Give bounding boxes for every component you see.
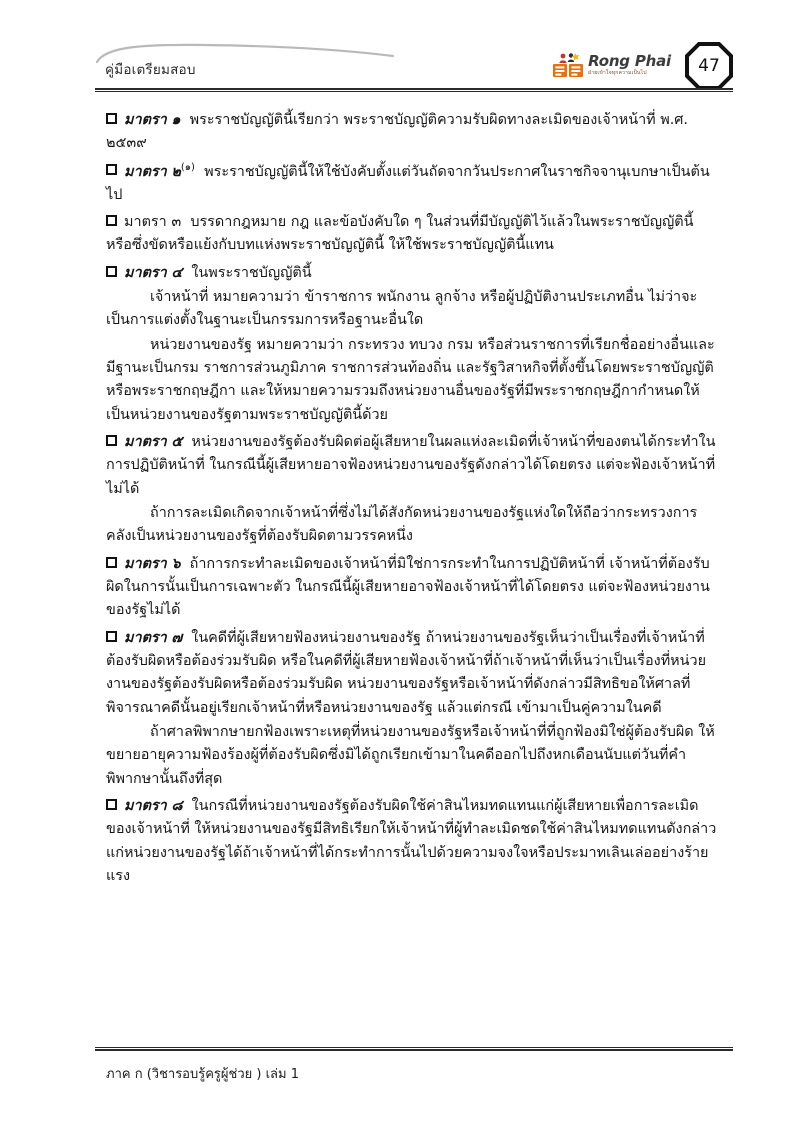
body-paragraph bbox=[106, 502, 720, 549]
body-paragraph bbox=[106, 721, 720, 791]
section-label: มาตรา bbox=[124, 434, 167, 451]
page-title: คู่มือเตรียมสอบ bbox=[105, 62, 196, 78]
footnote-reference[interactable]: (๑) bbox=[180, 161, 195, 173]
page-header bbox=[95, 40, 733, 92]
section-paragraph bbox=[106, 431, 720, 501]
page-number-badge bbox=[685, 42, 733, 90]
section-number: ๓ bbox=[171, 214, 182, 231]
paragraph-text: ถ้าศาลพิพากษายกฟ้องเพราะเหตุที่หน่วยงานของรัฐหรือเจ้าหน้าที่ที่ถูกฟ้องมิใช่ผู้ต้องรับผิด ให้ขยายอายุความฟ้องร้องผู้ที่ต้องรับผิดซึ่งมิได้ถูกเรียกเข้ามาในคดีออกไปถึงหกเดือนนับแต่วันที่คำพิพากษานั้นถึงที่สุด bbox=[106, 724, 715, 787]
section-number: ๒ bbox=[171, 163, 181, 180]
section-label: มาตรา bbox=[124, 112, 167, 128]
section-number: ๔ bbox=[171, 264, 183, 281]
page-number-value: 47 bbox=[698, 56, 720, 76]
paragraph-text: พระราชบัญญัตินี้เรียกว่า พระราชบัญญัติความรับผิดทางละเมิดของเจ้าหน้าที่ พ.ศ. ๒๕๓๙ bbox=[106, 112, 689, 152]
checkbox-icon[interactable] bbox=[106, 799, 117, 810]
section-paragraph bbox=[106, 160, 720, 207]
body-paragraph bbox=[106, 334, 720, 427]
section-label: มาตรา bbox=[124, 555, 167, 572]
footer-divider bbox=[95, 1047, 733, 1050]
section-label: มาตรา bbox=[124, 629, 167, 646]
open-book-icon bbox=[551, 50, 585, 80]
paragraph-text: พระราชบัญญัตินี้ให้ใช้บังคับตั้งแต่วันถัดจากวันประกาศในราชกิจจานุเบกษาเป็นต้นไป bbox=[106, 163, 710, 203]
brand-text-block bbox=[588, 51, 671, 76]
section-paragraph bbox=[106, 553, 720, 623]
brand-tagline: ฝ่ายเข้าใจทุกความเป็นไป bbox=[588, 69, 647, 76]
section-paragraph bbox=[106, 627, 720, 720]
document-body bbox=[106, 105, 720, 889]
checkbox-icon[interactable] bbox=[106, 631, 117, 642]
section-label: มาตรา bbox=[124, 264, 167, 281]
checkbox-icon[interactable] bbox=[106, 557, 117, 568]
section-number: ๕ bbox=[171, 434, 183, 451]
paragraph-text: หน่วยงานของรัฐ หมายความว่า กระทรวง ทบวง กรม หรือส่วนราชการที่เรียกชื่ออย่างอื่นและมีฐานะเป็นกรม ราชการส่วนภูมิภาค ราชการส่วนท้องถิ่น และรัฐวิสาหกิจที่ตั้งขึ้นโดยพระราชบัญญัติหรือพระราชกฤษฎีกา และให้หมายความรวมถึงหน่วยงานอื่นของรัฐที่มีพระราชกฤษฎีกากำหนดให้เป็นหน่วยงานของรัฐตามพระราชบัญญัตินี้ด้วย bbox=[106, 336, 715, 423]
paragraph-text: หน่วยงานของรัฐต้องรับผิดต่อผู้เสียหายในผลแห่งละเมิดที่เจ้าหน้าที่ของตนได้กระทำในการปฏิบัติหน้าที่ ในกรณีนี้ผู้เสียหายอาจฟ้องหน่วยงานของรัฐดังกล่าวได้โดยตรง แต่จะฟ้องเจ้าหน้าที่ไม่ได้ bbox=[106, 434, 716, 497]
section-paragraph bbox=[106, 795, 720, 888]
section-number: ๘ bbox=[171, 797, 183, 814]
section-paragraph bbox=[106, 211, 720, 258]
checkbox-icon[interactable] bbox=[106, 266, 117, 277]
section-label: มาตรา bbox=[124, 797, 167, 814]
paragraph-text: ในคดีที่ผู้เสียหายฟ้องหน่วยงานของรัฐ ถ้าหน่วยงานของรัฐเห็นว่าเป็นเรื่องที่เจ้าหน้าที่ต้องรับผิดหรือต้องร่วมรับผิด หรือในคดีที่ผู้เสียหายฟ้องเจ้าหน้าที่ถ้าเจ้าหน้าที่เห็นว่าเป็นเรื่องที่หน่วยงานของรัฐต้องรับผิดหรือต้องร่วมรับผิด หน่วยงานของรัฐหรือเจ้าหน้าที่ดังกล่าวมีสิทธิขอให้ศาลที่พิจารณาคดีนั้นอยู่เรียกเจ้าหน้าที่หรือหน่วยงานของรัฐ แล้วแต่กรณี เข้ามาเป็นคู่ความในคดี bbox=[106, 629, 707, 716]
checkbox-icon[interactable] bbox=[106, 215, 117, 226]
paragraph-text: ในกรณีที่หน่วยงานของรัฐต้องรับผิดใช้ค่าสินไหมทดแทนแก่ผู้เสียหายเพื่อการละเมิดของเจ้าหน้าที่ ให้หน่วยงานของรัฐมีสิทธิเรียกให้เจ้าหน้าที่ผู้ทำละเมิดชดใช้ค่าสินไหมทดแทนดังกล่าวแก่หน่วยงานของรัฐได้ถ้าเจ้าหน้าที่ได้กระทำการนั้นไปด้วยความจงใจหรือประมาทเลินเล่ออย่างร้ายแรง bbox=[106, 797, 717, 884]
paragraph-text: ในพระราชบัญญัตินี้ bbox=[191, 264, 312, 281]
checkbox-icon[interactable] bbox=[106, 435, 117, 446]
paragraph-text: ถ้าการกระทำละเมิดของเจ้าหน้าที่มิใช่การกระทำในการปฏิบัติหน้าที่ เจ้าหน้าที่ต้องรับผิดในการนั้นเป็นการเฉพาะตัว ในกรณีนี้ผู้เสียหายอาจฟ้องเจ้าหน้าที่ได้โดยตรง แต่จะฟ้องหน่วยงานของรัฐไม่ได้ bbox=[106, 555, 710, 619]
body-paragraph bbox=[106, 286, 720, 333]
section-number: ๑ bbox=[171, 112, 181, 128]
section-label: มาตรา bbox=[124, 214, 167, 231]
paragraph-text: บรรดากฎหมาย กฎ และข้อบังคับใด ๆ ในส่วนที่มีบัญญัติไว้แล้วในพระราชบัญญัตินี้ หรือซึ่งขัดหรือแย้งกับบทแห่งพระราชบัญญัตินี้ ให้ใช้พระราชบัญญัตินี้แทน bbox=[106, 214, 694, 254]
section-paragraph bbox=[106, 109, 720, 156]
brand-logo bbox=[551, 48, 671, 82]
checkbox-icon[interactable] bbox=[106, 164, 117, 175]
section-label: มาตรา bbox=[124, 163, 167, 180]
paragraph-text: เจ้าหน้าที่ หมายความว่า ข้าราชการ พนักงาน ลูกจ้าง หรือผู้ปฏิบัติงานประเภทอื่น ไม่ว่าจะเป็นการแต่งตั้งในฐานะเป็นกรรมการหรือฐานะอื่นใด bbox=[106, 289, 698, 329]
checkbox-icon[interactable] bbox=[106, 113, 117, 124]
section-paragraph bbox=[106, 262, 720, 285]
footer-text: ภาค ก (วิชารอบรู้ครูผู้ช่วย ) เล่ม 1 bbox=[106, 1067, 299, 1082]
header-divider bbox=[95, 88, 733, 92]
paragraph-text: ถ้าการละเมิดเกิดจากเจ้าหน้าที่ซึ่งไม่ได้สังกัดหน่วยงานของรัฐแห่งใดให้ถือว่ากระทรวงการคลังเป็นหน่วยงานของรัฐที่ต้องรับผิดตามวรรคหนึ่ง bbox=[106, 505, 698, 545]
brand-name: Rong Phai bbox=[588, 51, 671, 70]
section-number: ๖ bbox=[171, 555, 181, 572]
section-number: ๗ bbox=[171, 629, 183, 646]
